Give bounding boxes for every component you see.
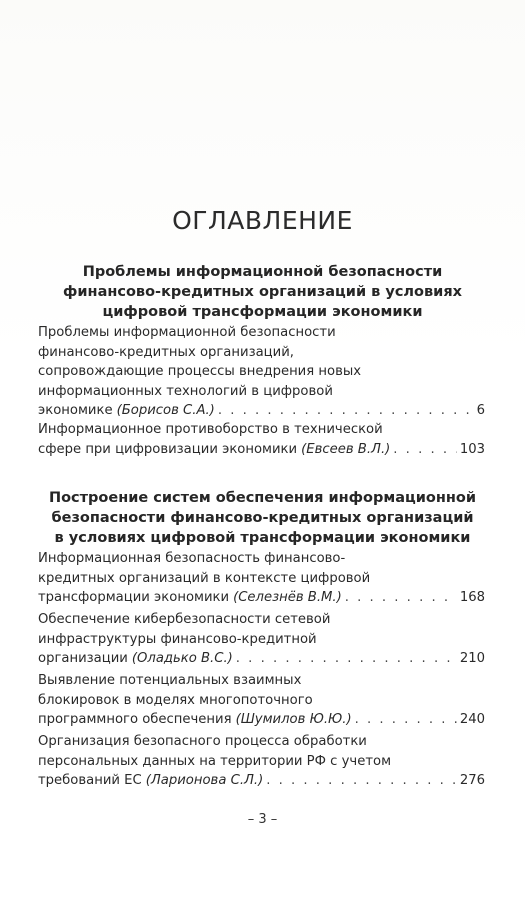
entry-title-line: персональных данных на территории РФ с учетом: [38, 753, 392, 769]
entry-title-line: Информационная безопасность финансово-: [38, 551, 346, 566]
entry-title-line: Обеспечение кибербезопасности сетевой: [38, 612, 331, 627]
dot-leader: [355, 710, 457, 730]
entry-author: (Селезнёв В.М.): [233, 590, 342, 606]
entry-title-line: финансово-кредитных организаций,: [38, 344, 294, 360]
entry-title-line: требований ЕС: [38, 773, 142, 789]
entry-last-line: [38, 588, 485, 608]
entry-title-line: Проблемы информационной безопасности: [38, 325, 336, 340]
entry-title-line: информационных технологий в цифровой: [38, 383, 333, 399]
entry-title-line: Выявление потенциальных взаимных: [38, 673, 302, 688]
entry-last-line: [38, 440, 485, 460]
section-heading-1: [40, 262, 485, 322]
entry-title-line: кредитных организаций в контексте цифровой: [38, 570, 371, 586]
section-heading-line: безопасности финансово-кредитных организаций: [51, 510, 474, 526]
toc-entry[interactable]: [38, 732, 485, 791]
section-heading-line: в условиях цифровой трансформации экономики: [54, 530, 471, 546]
entry-author: (Оладько В.С.): [131, 651, 233, 667]
entry-title-line: экономике: [38, 403, 113, 419]
entry-last-line: [38, 401, 485, 421]
entry-author: (Ларионова С.Л.): [145, 773, 264, 789]
toc-entry[interactable]: [38, 610, 485, 669]
section-heading-line: Проблемы информационной безопасности: [82, 264, 443, 280]
toc-entry[interactable]: [38, 323, 485, 421]
dot-leader: [266, 771, 457, 791]
entry-title-line: инфраструктуры финансово-кредитной: [38, 631, 317, 647]
entry-last-line: [38, 649, 485, 669]
entry-author: (Борисов С.А.): [116, 403, 215, 419]
dot-leader: [393, 440, 457, 460]
entry-title-line: блокировок в моделях многопоточного: [38, 692, 313, 708]
entry-page-number: 210: [459, 651, 485, 667]
dot-leader: [218, 401, 474, 421]
entry-page-number: 103: [459, 441, 485, 457]
entry-last-line: [38, 771, 485, 791]
entry-title-line: программного обеспечения: [38, 712, 232, 728]
entry-author: (Евсеев В.Л.): [301, 441, 391, 457]
entry-title-line: трансформации экономики: [38, 590, 230, 606]
section-heading-2: [40, 488, 485, 548]
entry-page-number: 168: [459, 590, 485, 606]
entry-page-number: 6: [476, 403, 485, 419]
toc-entry[interactable]: [38, 549, 485, 608]
section-heading-line: цифровой трансформации экономики: [102, 304, 423, 320]
toc-entry[interactable]: [38, 671, 485, 730]
entry-last-line: [38, 710, 485, 730]
page-number: – 3 –: [247, 812, 278, 827]
entry-title-line: сфере при цифровизации экономики: [38, 441, 298, 457]
section-heading-line: Построение систем обеспечения информационной: [48, 490, 477, 506]
dot-leader: [236, 649, 457, 669]
dot-leader: [345, 588, 457, 608]
entry-title-line: Организация безопасного процесса обработки: [38, 734, 367, 749]
entry-title-line: организации: [38, 651, 128, 667]
entry-author: (Шумилов Ю.Ю.): [235, 712, 352, 728]
section-heading-line: финансово-кредитных организаций в условиях: [63, 284, 462, 300]
entry-page-number: 276: [459, 773, 485, 789]
entry-title-line: сопровождающие процессы внедрения новых: [38, 364, 362, 380]
entry-title-line: Информационное противоборство в технической: [38, 422, 383, 437]
toc-title: ОГЛАВЛЕНИЕ: [172, 206, 353, 235]
toc-entry[interactable]: [38, 420, 485, 459]
entry-page-number: 240: [459, 712, 485, 728]
